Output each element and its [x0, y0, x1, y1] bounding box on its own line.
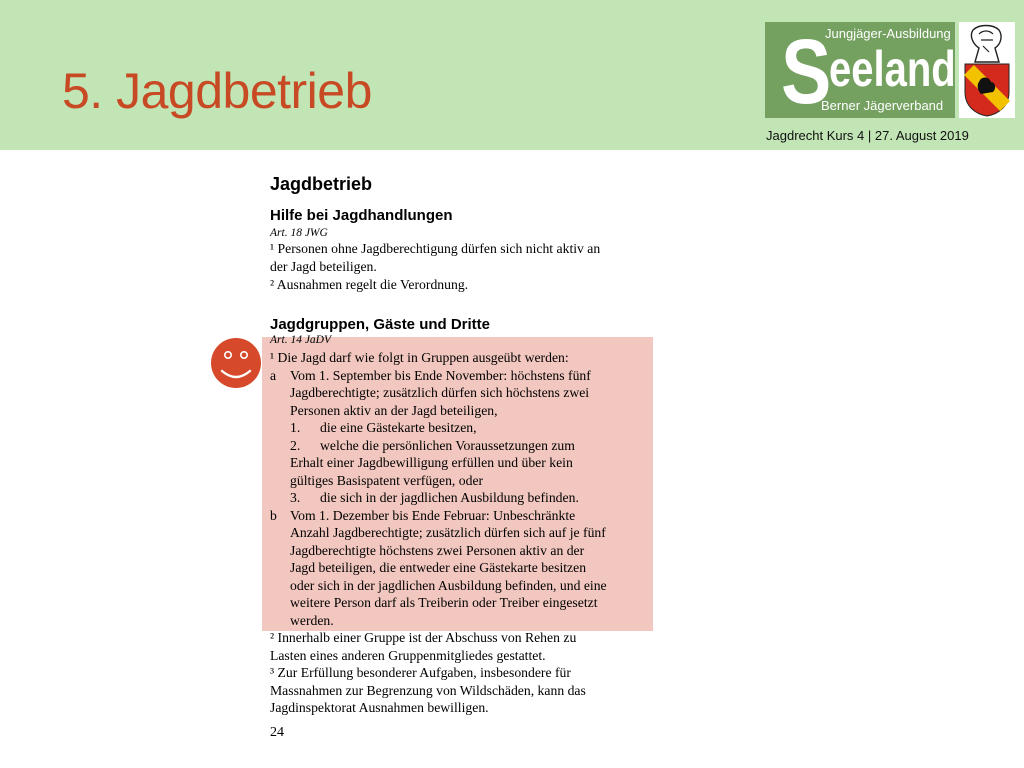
text-line: Personen aktiv an der Jagd beteiligen,	[290, 403, 498, 418]
logo-word: eeland	[829, 41, 956, 97]
text-line: der Jagd beteiligen.	[270, 259, 377, 274]
text-line: Vom 1. Dezember bis Ende Februar: Unbeschränkte	[290, 508, 576, 523]
text-line: Jagdinspektorat Ausnahmen bewilligen.	[270, 700, 489, 715]
crest-icon	[959, 22, 1015, 118]
sub-item-text: die sich in der jagdlichen Ausbildung befinden.	[320, 490, 579, 505]
sub-item	[290, 438, 575, 454]
sub-item	[290, 420, 477, 436]
sub-item-number: 3.	[290, 490, 301, 505]
course-info: Jagdrecht Kurs 4 | 27. August 2019	[766, 128, 969, 143]
text-line: Vom 1. September bis Ende November: höchstens fünf	[290, 368, 591, 383]
seeland-logo	[765, 21, 1015, 123]
article-ref: Art. 18 JWG	[270, 227, 328, 239]
text-line: Anzahl Jagdberechtigte; zusätzlich dürfen sich auf je fünf	[290, 525, 606, 540]
section-title-hilfe: Hilfe bei Jagdhandlungen	[270, 207, 453, 224]
text-line: ³ Zur Erfüllung besonderer Aufgaben, insbesondere für	[270, 665, 571, 680]
article-ref: Art. 14 JaDV	[270, 334, 332, 346]
section-title-jagdgruppen: Jagdgruppen, Gäste und Dritte	[270, 316, 491, 333]
text-line: Erhalt einer Jagdbewilligung erfüllen und über kein	[290, 455, 573, 470]
text-line: weitere Person darf als Treiberin oder Treiber eingesetzt	[290, 595, 598, 610]
list-marker: b	[270, 508, 277, 523]
text-line: oder sich in der jagdlichen Ausbildung befinden, und eine	[290, 578, 607, 593]
sub-item-number: 1.	[290, 420, 301, 435]
logo-bottom-text: Berner Jägerverband	[821, 98, 944, 113]
smiley-icon	[210, 337, 262, 389]
page-number: 24	[270, 725, 284, 740]
text-line: gültiges Basispatent verfügen, oder	[290, 473, 484, 488]
text-line: ¹ Personen ohne Jagdberechtigung dürfen sich nicht aktiv an	[270, 241, 601, 256]
logo-big-letter: S	[781, 21, 832, 123]
text-line: Jagdberechtigte; zusätzlich dürfen sich höchstens zwei	[290, 385, 590, 400]
list-marker: a	[270, 368, 277, 383]
sub-item-text: welche die persönlichen Voraussetzungen zum	[320, 438, 575, 453]
sub-item-text: die eine Gästekarte besitzen,	[320, 420, 477, 435]
logo-green-panel	[765, 21, 956, 123]
text-line: ² Ausnahmen regelt die Verordnung.	[270, 277, 469, 292]
logo-top-text: Jungjäger-Ausbildung	[825, 26, 951, 41]
document-heading: Jagdbetrieb	[270, 174, 373, 194]
text-line: Jagdberechtigte höchstens zwei Personen aktiv an der	[290, 543, 585, 558]
sub-item-number: 2.	[290, 438, 301, 453]
text-line: Massnahmen zur Begrenzung von Wildschäden, kann das	[270, 683, 586, 698]
text-line: Lasten eines anderen Gruppenmitgliedes gestattet.	[270, 648, 546, 663]
text-line: werden.	[290, 613, 334, 628]
sub-item	[290, 490, 579, 506]
text-line: ¹ Die Jagd darf wie folgt in Gruppen ausgeübt werden:	[270, 350, 569, 365]
slide-title: 5. Jagdbetrieb	[62, 63, 372, 119]
text-line: ² Innerhalb einer Gruppe ist der Abschuss von Rehen zu	[270, 630, 577, 645]
text-line: Jagd beteiligen, die entweder eine Gästekarte besitzen	[290, 560, 587, 575]
